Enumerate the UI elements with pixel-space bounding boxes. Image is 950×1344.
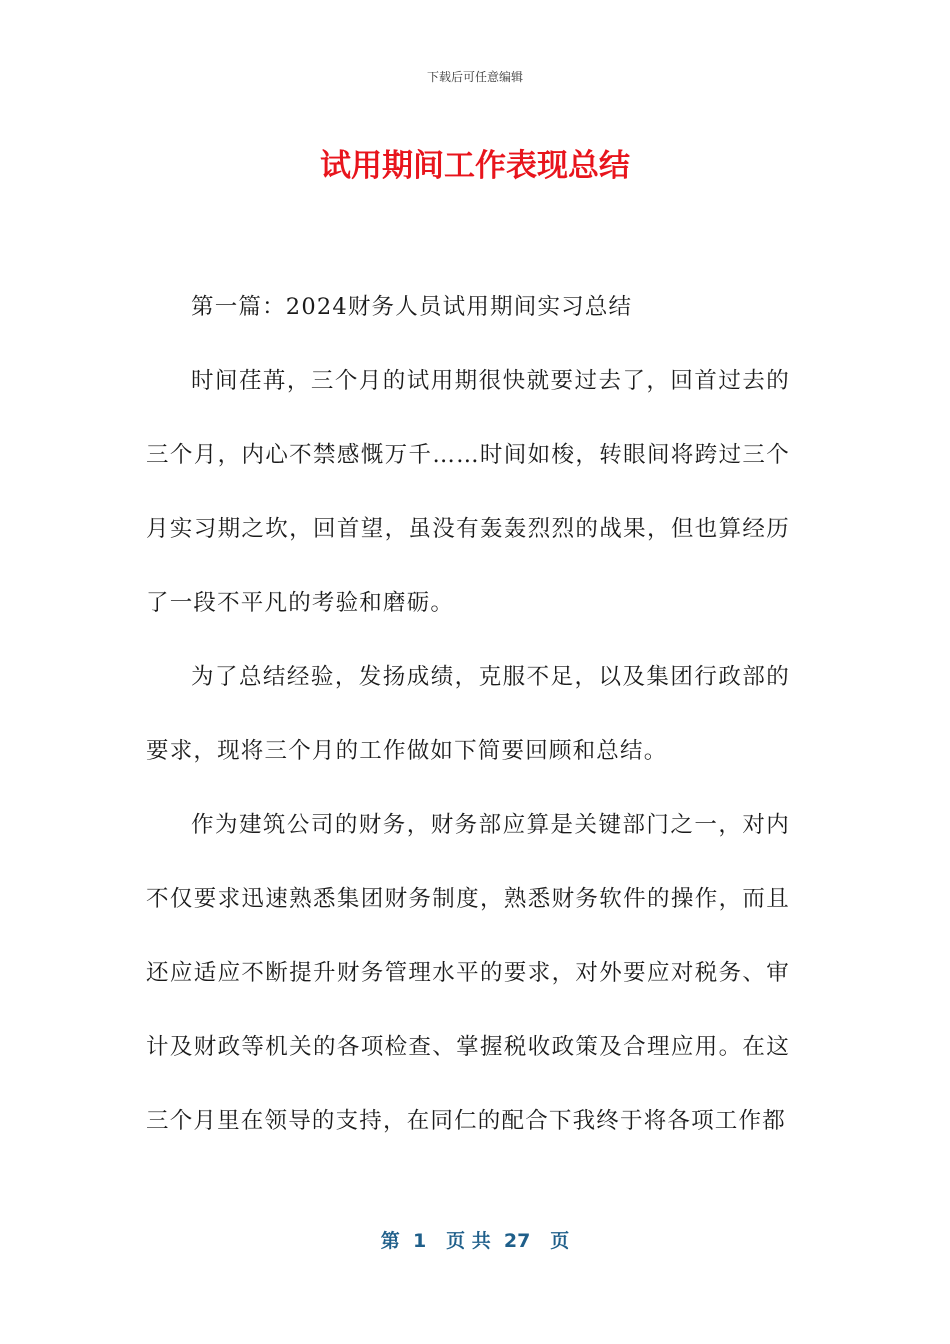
paragraph: 为了总结经验，发扬成绩，克服不足，以及集团行政部的要求，现将三个月的工作做如下简要回顾和总结。 xyxy=(146,664,790,764)
document-title: 试用期间工作表现总结 xyxy=(320,148,630,184)
section-heading: 第一篇：2024财务人员试用期间实习总结 xyxy=(191,294,633,320)
document-body xyxy=(146,270,790,1158)
paragraph: 作为建筑公司的财务，财务部应算是关键部门之一，对内不仅要求迅速熟悉集团财务制度，熟悉财务软件的操作，而且还应适应不断提升财务管理水平的要求，对外要应对税务、审计及财政等机关的各项检查、掌握税收政策及合理应用。在这三个月里在领导的支持，在同仁的配合下我终于将各项工作都 xyxy=(146,812,790,1134)
header-note: 下载后可任意编辑 xyxy=(426,70,523,84)
paragraph: 时间荏苒，三个月的试用期很快就要过去了，回首过去的三个月，内心不禁感慨万千……时间如梭，转眼间将跨过三个月实习期之坎，回首望，虽没有轰轰烈烈的战果，但也算经历了一段不平凡的考验和磨砺。 xyxy=(146,368,790,616)
page-number-footer: 第 1 页 共 27 页 xyxy=(380,1230,570,1252)
